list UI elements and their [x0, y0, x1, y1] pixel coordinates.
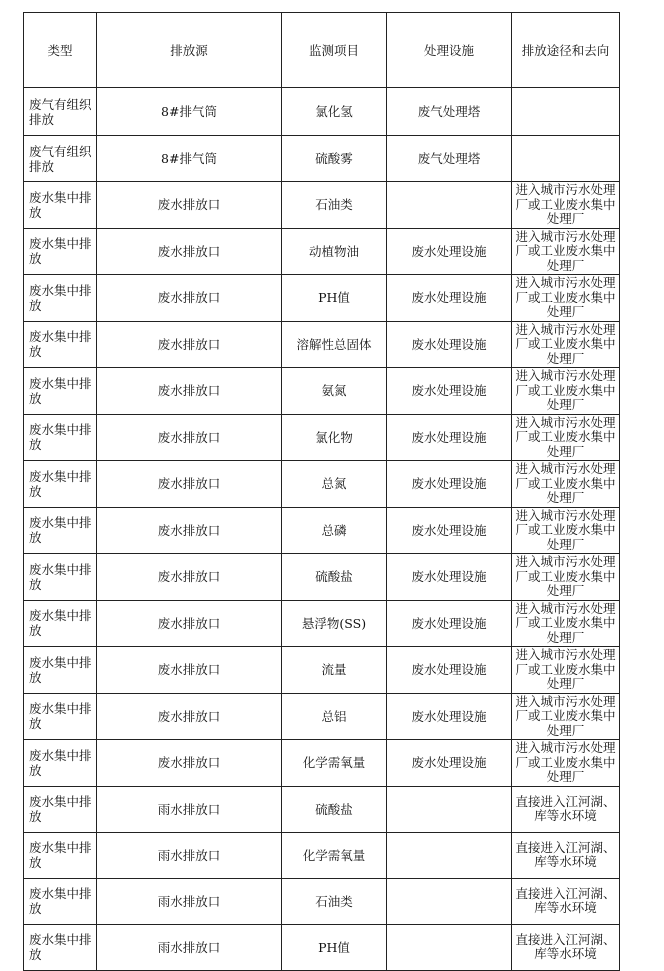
- cell-source: 8#排气筒: [97, 88, 282, 136]
- cell-source: 废水排放口: [97, 414, 282, 461]
- table-row: [24, 461, 620, 508]
- header-type: 类型: [24, 13, 97, 88]
- cell-type: 废水集中排放: [24, 182, 97, 229]
- cell-type: 废水集中排放: [24, 878, 97, 924]
- table-body: [24, 88, 620, 971]
- cell-type: 废水集中排放: [24, 832, 97, 878]
- cell-destination: 进入城市污水处理厂或工业废水集中处理厂: [512, 228, 620, 275]
- cell-facility: [387, 878, 512, 924]
- cell-facility: 废水处理设施: [387, 368, 512, 415]
- cell-destination: 进入城市污水处理厂或工业废水集中处理厂: [512, 414, 620, 461]
- cell-destination: 进入城市污水处理厂或工业废水集中处理厂: [512, 182, 620, 229]
- cell-source: 雨水排放口: [97, 878, 282, 924]
- cell-source: 废水排放口: [97, 600, 282, 647]
- cell-type: 废水集中排放: [24, 275, 97, 322]
- table-row: [24, 832, 620, 878]
- cell-facility: 废水处理设施: [387, 554, 512, 601]
- cell-monitoring-item: 化学需氧量: [282, 832, 387, 878]
- cell-destination: 进入城市污水处理厂或工业废水集中处理厂: [512, 368, 620, 415]
- cell-facility: 废气处理塔: [387, 136, 512, 182]
- cell-source: 废水排放口: [97, 182, 282, 229]
- header-destination: 排放途径和去向: [512, 13, 620, 88]
- table-header-row: [24, 13, 620, 88]
- cell-type: 废水集中排放: [24, 228, 97, 275]
- cell-facility: 废水处理设施: [387, 647, 512, 694]
- cell-monitoring-item: 硫酸雾: [282, 136, 387, 182]
- cell-type: 废水集中排放: [24, 368, 97, 415]
- header-source: 排放源: [97, 13, 282, 88]
- cell-destination: 进入城市污水处理厂或工业废水集中处理厂: [512, 554, 620, 601]
- cell-type: 废水集中排放: [24, 554, 97, 601]
- cell-facility: 废气处理塔: [387, 88, 512, 136]
- cell-monitoring-item: 总氮: [282, 461, 387, 508]
- table-row: [24, 182, 620, 229]
- cell-facility: [387, 832, 512, 878]
- cell-monitoring-item: 氯化物: [282, 414, 387, 461]
- cell-monitoring-item: 总磷: [282, 507, 387, 554]
- cell-type: 废气有组织排放: [24, 136, 97, 182]
- cell-monitoring-item: 流量: [282, 647, 387, 694]
- cell-destination: 直接进入江河湖、库等水环境: [512, 786, 620, 832]
- cell-source: 废水排放口: [97, 554, 282, 601]
- cell-source: 废水排放口: [97, 321, 282, 368]
- cell-source: 雨水排放口: [97, 924, 282, 970]
- cell-source: 废水排放口: [97, 461, 282, 508]
- table-row: [24, 554, 620, 601]
- cell-monitoring-item: 悬浮物(SS): [282, 600, 387, 647]
- cell-destination: 直接进入江河湖、库等水环境: [512, 832, 620, 878]
- cell-facility: 废水处理设施: [387, 321, 512, 368]
- cell-type: 废水集中排放: [24, 600, 97, 647]
- cell-type: 废水集中排放: [24, 507, 97, 554]
- cell-monitoring-item: 动植物油: [282, 228, 387, 275]
- cell-monitoring-item: 溶解性总固体: [282, 321, 387, 368]
- cell-destination: 进入城市污水处理厂或工业废水集中处理厂: [512, 647, 620, 694]
- cell-type: 废气有组织排放: [24, 88, 97, 136]
- cell-source: 废水排放口: [97, 275, 282, 322]
- cell-monitoring-item: 石油类: [282, 182, 387, 229]
- cell-source: 雨水排放口: [97, 832, 282, 878]
- cell-source: 废水排放口: [97, 647, 282, 694]
- cell-source: 废水排放口: [97, 740, 282, 787]
- cell-facility: 废水处理设施: [387, 461, 512, 508]
- cell-destination: [512, 88, 620, 136]
- cell-monitoring-item: 总铝: [282, 693, 387, 740]
- cell-source: 废水排放口: [97, 507, 282, 554]
- cell-source: 废水排放口: [97, 368, 282, 415]
- table-row: [24, 88, 620, 136]
- table-row: [24, 368, 620, 415]
- cell-type: 废水集中排放: [24, 786, 97, 832]
- emission-monitoring-table: [23, 12, 620, 971]
- cell-destination: 进入城市污水处理厂或工业废水集中处理厂: [512, 740, 620, 787]
- cell-facility: 废水处理设施: [387, 600, 512, 647]
- cell-source: 8#排气筒: [97, 136, 282, 182]
- cell-facility: [387, 182, 512, 229]
- table-row: [24, 136, 620, 182]
- cell-type: 废水集中排放: [24, 693, 97, 740]
- table-row: [24, 414, 620, 461]
- cell-monitoring-item: 氨氮: [282, 368, 387, 415]
- table-row: [24, 924, 620, 970]
- cell-type: 废水集中排放: [24, 321, 97, 368]
- cell-monitoring-item: 氯化氢: [282, 88, 387, 136]
- cell-facility: 废水处理设施: [387, 693, 512, 740]
- table-row: [24, 321, 620, 368]
- cell-source: 废水排放口: [97, 693, 282, 740]
- cell-destination: 进入城市污水处理厂或工业废水集中处理厂: [512, 507, 620, 554]
- cell-facility: [387, 786, 512, 832]
- cell-destination: 进入城市污水处理厂或工业废水集中处理厂: [512, 600, 620, 647]
- cell-destination: 直接进入江河湖、库等水环境: [512, 924, 620, 970]
- table-row: [24, 647, 620, 694]
- cell-facility: 废水处理设施: [387, 740, 512, 787]
- header-item: 监测项目: [282, 13, 387, 88]
- cell-source: 废水排放口: [97, 228, 282, 275]
- cell-monitoring-item: PH值: [282, 924, 387, 970]
- table-row: [24, 228, 620, 275]
- cell-type: 废水集中排放: [24, 461, 97, 508]
- table-row: [24, 878, 620, 924]
- table-row: [24, 786, 620, 832]
- table-row: [24, 693, 620, 740]
- cell-facility: 废水处理设施: [387, 414, 512, 461]
- cell-destination: 进入城市污水处理厂或工业废水集中处理厂: [512, 275, 620, 322]
- table-row: [24, 275, 620, 322]
- cell-type: 废水集中排放: [24, 414, 97, 461]
- cell-facility: 废水处理设施: [387, 507, 512, 554]
- cell-type: 废水集中排放: [24, 647, 97, 694]
- cell-monitoring-item: 硫酸盐: [282, 786, 387, 832]
- cell-destination: 进入城市污水处理厂或工业废水集中处理厂: [512, 321, 620, 368]
- cell-type: 废水集中排放: [24, 924, 97, 970]
- cell-facility: 废水处理设施: [387, 275, 512, 322]
- cell-destination: [512, 136, 620, 182]
- cell-facility: [387, 924, 512, 970]
- cell-source: 雨水排放口: [97, 786, 282, 832]
- table-row: [24, 507, 620, 554]
- cell-type: 废水集中排放: [24, 740, 97, 787]
- cell-monitoring-item: 硫酸盐: [282, 554, 387, 601]
- header-facility: 处理设施: [387, 13, 512, 88]
- document-page: [23, 12, 619, 971]
- cell-monitoring-item: PH值: [282, 275, 387, 322]
- table-row: [24, 740, 620, 787]
- cell-facility: 废水处理设施: [387, 228, 512, 275]
- cell-monitoring-item: 化学需氧量: [282, 740, 387, 787]
- cell-destination: 直接进入江河湖、库等水环境: [512, 878, 620, 924]
- cell-destination: 进入城市污水处理厂或工业废水集中处理厂: [512, 693, 620, 740]
- cell-destination: 进入城市污水处理厂或工业废水集中处理厂: [512, 461, 620, 508]
- cell-monitoring-item: 石油类: [282, 878, 387, 924]
- table-row: [24, 600, 620, 647]
